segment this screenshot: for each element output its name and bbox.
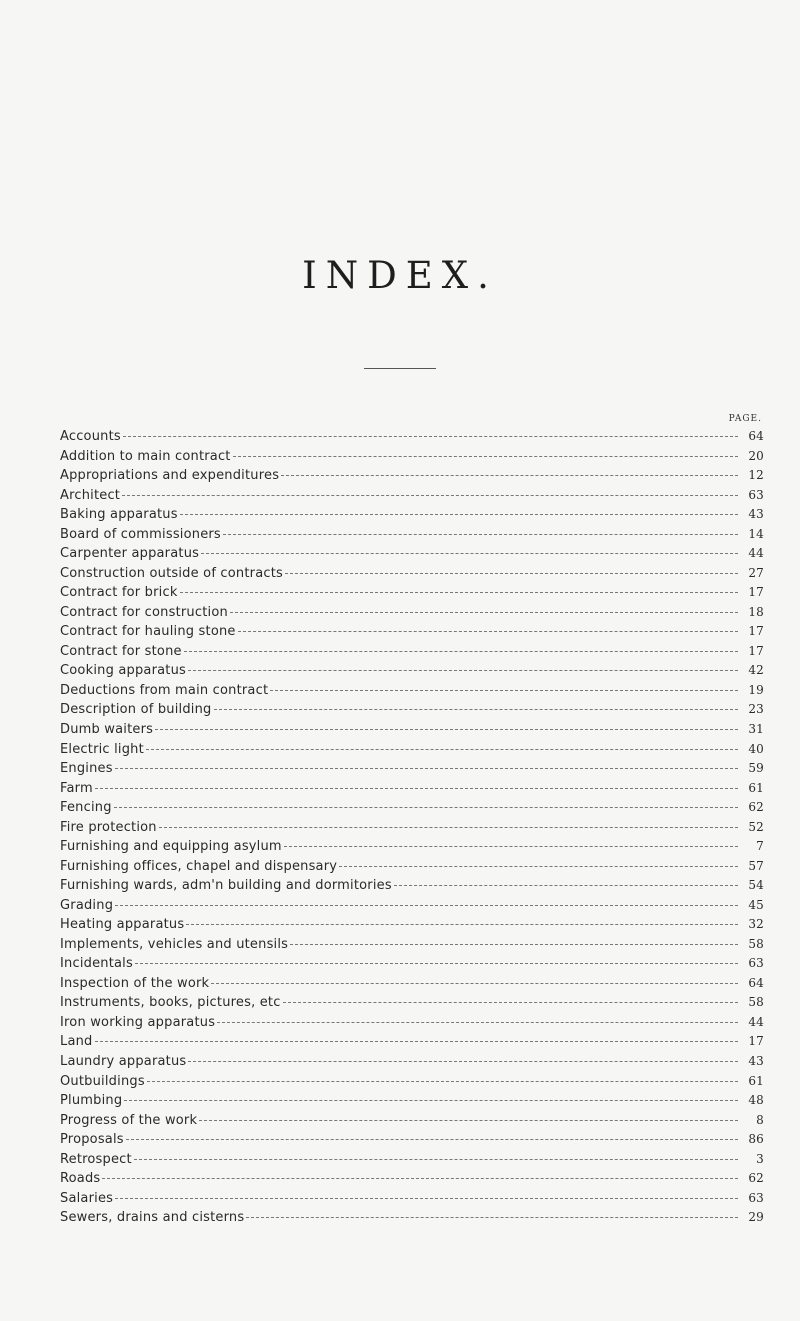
- index-entry: [60, 1093, 764, 1113]
- index-entry-topic: Engines: [60, 761, 113, 777]
- index-entry: [60, 449, 764, 469]
- index-entry: [60, 683, 764, 703]
- index-entry: [60, 839, 764, 859]
- index-entry-page: 20: [748, 448, 764, 463]
- index-entry-topic: Cooking apparatus: [60, 663, 187, 679]
- index-entry-topic: Instruments, books, pictures, etc: [60, 995, 281, 1011]
- index-entry-page: 17: [748, 585, 764, 600]
- index-entry-page: 17: [748, 643, 764, 658]
- index-entry: [60, 1191, 764, 1211]
- index-entry: [60, 429, 764, 449]
- index-entry-page: 64: [748, 975, 764, 990]
- index-entry: [60, 995, 764, 1015]
- index-entry-page: 17: [748, 624, 764, 639]
- dot-leader: [217, 1022, 738, 1023]
- dot-leader: [270, 690, 738, 691]
- index-entry-topic: Electric light: [60, 741, 144, 757]
- index-entry-topic: Addition to main contract: [60, 448, 231, 464]
- index-entry-page: 3: [756, 1151, 764, 1166]
- dot-leader: [211, 983, 738, 984]
- dot-leader: [115, 1198, 738, 1199]
- index-entry: [60, 1015, 764, 1035]
- dot-leader: [201, 553, 738, 554]
- index-entry-topic: Roads: [60, 1171, 101, 1187]
- dot-leader: [124, 1100, 738, 1101]
- dot-leader: [122, 495, 738, 496]
- index-entry-page: 23: [748, 702, 764, 717]
- index-entry: [60, 1113, 764, 1133]
- index-entry-topic: Contract for hauling stone: [60, 624, 236, 640]
- index-entry: [60, 702, 764, 722]
- index-entry-topic: Fencing: [60, 800, 112, 816]
- index-entry: [60, 1074, 764, 1094]
- index-entry-topic: Baking apparatus: [60, 507, 178, 523]
- dot-leader: [155, 729, 738, 730]
- index-entry-page: 45: [748, 897, 764, 912]
- dot-leader: [290, 944, 738, 945]
- dot-leader: [180, 514, 738, 515]
- dot-leader: [147, 1081, 738, 1082]
- dot-leader: [115, 905, 738, 906]
- index-entry-topic: Retrospect: [60, 1151, 132, 1167]
- index-entry-page: 48: [748, 1093, 764, 1108]
- index-entry: [60, 1034, 764, 1054]
- index-entry: [60, 507, 764, 527]
- title-divider: [364, 368, 436, 369]
- dot-leader: [246, 1217, 738, 1218]
- dot-leader: [180, 592, 738, 593]
- dot-leader: [223, 534, 738, 535]
- index-entry-page: 14: [748, 526, 764, 541]
- dot-leader: [214, 709, 738, 710]
- dot-leader: [95, 1041, 738, 1042]
- index-entry-topic: Contract for construction: [60, 604, 228, 620]
- index-entry: [60, 1132, 764, 1152]
- index-entry: [60, 566, 764, 586]
- index-entry: [60, 1152, 764, 1172]
- index-entry: [60, 527, 764, 547]
- index-entry-page: 12: [748, 468, 764, 483]
- dot-leader: [126, 1139, 738, 1140]
- dot-leader: [233, 456, 738, 457]
- index-entry-topic: Furnishing wards, adm'n building and dormitories: [60, 878, 392, 894]
- index-entry: [60, 976, 764, 996]
- index-entry-page: 32: [748, 917, 764, 932]
- dot-leader: [134, 1159, 738, 1160]
- index-entry-page: 43: [748, 507, 764, 522]
- index-entry-page: 44: [748, 1014, 764, 1029]
- index-entry-topic: Carpenter apparatus: [60, 546, 200, 562]
- dot-leader: [283, 1002, 738, 1003]
- index-entry-page: 63: [748, 487, 764, 502]
- index-entry-topic: Accounts: [60, 429, 121, 444]
- dot-leader: [281, 475, 738, 476]
- index-entry-topic: Inspection of the work: [60, 975, 210, 991]
- dot-leader: [230, 612, 738, 613]
- index-entry: [60, 1054, 764, 1074]
- index-entry-topic: Laundry apparatus: [60, 1054, 187, 1069]
- dot-leader: [95, 788, 738, 789]
- index-entry-page: 44: [748, 546, 764, 561]
- dot-leader: [159, 827, 738, 828]
- index-entry: [60, 644, 764, 664]
- index-entry-topic: Deductions from main contract: [60, 682, 269, 698]
- dot-leader: [285, 573, 738, 574]
- index-entry-page: 63: [748, 1190, 764, 1205]
- index-entry-topic: Furnishing offices, chapel and dispensary: [60, 858, 338, 874]
- index-entry-page: 57: [748, 858, 764, 873]
- index-entry: [60, 820, 764, 840]
- index-entry: [60, 585, 764, 605]
- index-entry: [60, 1171, 764, 1191]
- index-entry-topic: Architect: [60, 487, 121, 503]
- index-entry: [60, 722, 764, 742]
- index-entry-page: 62: [748, 1171, 764, 1186]
- index-entry-topic: Contract for stone: [60, 643, 182, 659]
- index-entry-topic: Heating apparatus: [60, 917, 185, 933]
- index-entry-page: 61: [748, 1073, 764, 1088]
- index-entry-topic: Contract for brick: [60, 585, 178, 601]
- dot-leader: [114, 807, 738, 808]
- index-entry: [60, 898, 764, 918]
- index-entry-topic: Furnishing and equipping asylum: [60, 839, 282, 855]
- index-entry: [60, 488, 764, 508]
- index-entry-page: 58: [748, 936, 764, 951]
- dot-leader: [284, 846, 738, 847]
- index-entry-page: 31: [748, 721, 764, 736]
- index-entry-page: 27: [748, 565, 764, 580]
- index-entry-page: 18: [748, 604, 764, 619]
- index-entry: [60, 761, 764, 781]
- index-entry-topic: Sewers, drains and cisterns: [60, 1210, 245, 1226]
- index-entry-page: 19: [748, 682, 764, 697]
- index-entry-page: 61: [748, 780, 764, 795]
- index-entry: [60, 917, 764, 937]
- index-entry-topic: Appropriations and expenditures: [60, 468, 280, 484]
- dot-leader: [188, 1061, 738, 1062]
- index-entry: [60, 859, 764, 879]
- dot-leader: [199, 1120, 738, 1121]
- index-entry: [60, 781, 764, 801]
- index-entry-page: 54: [748, 878, 764, 893]
- index-entry-topic: Implements, vehicles and utensils: [60, 936, 289, 952]
- dot-leader: [186, 924, 738, 925]
- index-entry: [60, 605, 764, 625]
- index-entry-topic: Construction outside of contracts: [60, 565, 283, 581]
- dot-leader: [115, 768, 738, 769]
- index-entry: [60, 663, 764, 683]
- index-entry-topic: Proposals: [60, 1132, 124, 1148]
- index-entry: [60, 546, 764, 566]
- index-entry: [60, 742, 764, 762]
- index-entry-page: 40: [748, 741, 764, 756]
- index-list: [60, 429, 764, 1230]
- index-entry-page: 29: [748, 1210, 764, 1225]
- index-entry-topic: Fire protection: [60, 819, 157, 835]
- index-entry-topic: Plumbing: [60, 1093, 123, 1109]
- index-entry-page: 43: [748, 1054, 764, 1068]
- index-entry-page: 62: [748, 800, 764, 815]
- index-entry: [60, 800, 764, 820]
- index-entry-page: 63: [748, 956, 764, 971]
- page-title: INDEX.: [302, 254, 498, 297]
- index-entry-topic: Iron working apparatus: [60, 1014, 216, 1030]
- index-entry: [60, 1210, 764, 1230]
- index-entry: [60, 878, 764, 898]
- index-entry-page: 17: [748, 1034, 764, 1049]
- index-entry-topic: Outbuildings: [60, 1073, 145, 1089]
- index-entry-page: 59: [748, 761, 764, 776]
- index-entry-page: 86: [748, 1132, 764, 1147]
- index-entry: [60, 937, 764, 957]
- index-entry-page: 64: [748, 429, 764, 443]
- index-entry-topic: Salaries: [60, 1190, 114, 1206]
- dot-leader: [394, 885, 738, 886]
- index-entry-page: 7: [756, 839, 764, 854]
- dot-leader: [135, 963, 738, 964]
- index-entry-page: 8: [756, 1112, 764, 1127]
- index-entry-topic: Description of building: [60, 702, 212, 718]
- index-entry-topic: Incidentals: [60, 956, 133, 972]
- index-entry-topic: Grading: [60, 897, 114, 913]
- index-entry-topic: Dumb waiters: [60, 721, 154, 737]
- index-entry-topic: Land: [60, 1034, 93, 1050]
- index-entry-topic: Farm: [60, 780, 93, 796]
- index-entry-topic: Board of commissioners: [60, 526, 221, 542]
- index-entry-page: 58: [748, 995, 764, 1010]
- dot-leader: [123, 436, 738, 437]
- index-entry: [60, 956, 764, 976]
- index-entry-topic: Progress of the work: [60, 1112, 198, 1128]
- index-entry-page: 42: [748, 663, 764, 678]
- dot-leader: [146, 749, 738, 750]
- index-entry: [60, 624, 764, 644]
- index-entry-page: 52: [748, 819, 764, 834]
- dot-leader: [339, 866, 738, 867]
- dot-leader: [188, 670, 738, 671]
- page-column-label: PAGE.: [728, 414, 762, 424]
- index-entry: [60, 468, 764, 488]
- dot-leader: [102, 1178, 738, 1179]
- dot-leader: [238, 631, 738, 632]
- dot-leader: [184, 651, 738, 652]
